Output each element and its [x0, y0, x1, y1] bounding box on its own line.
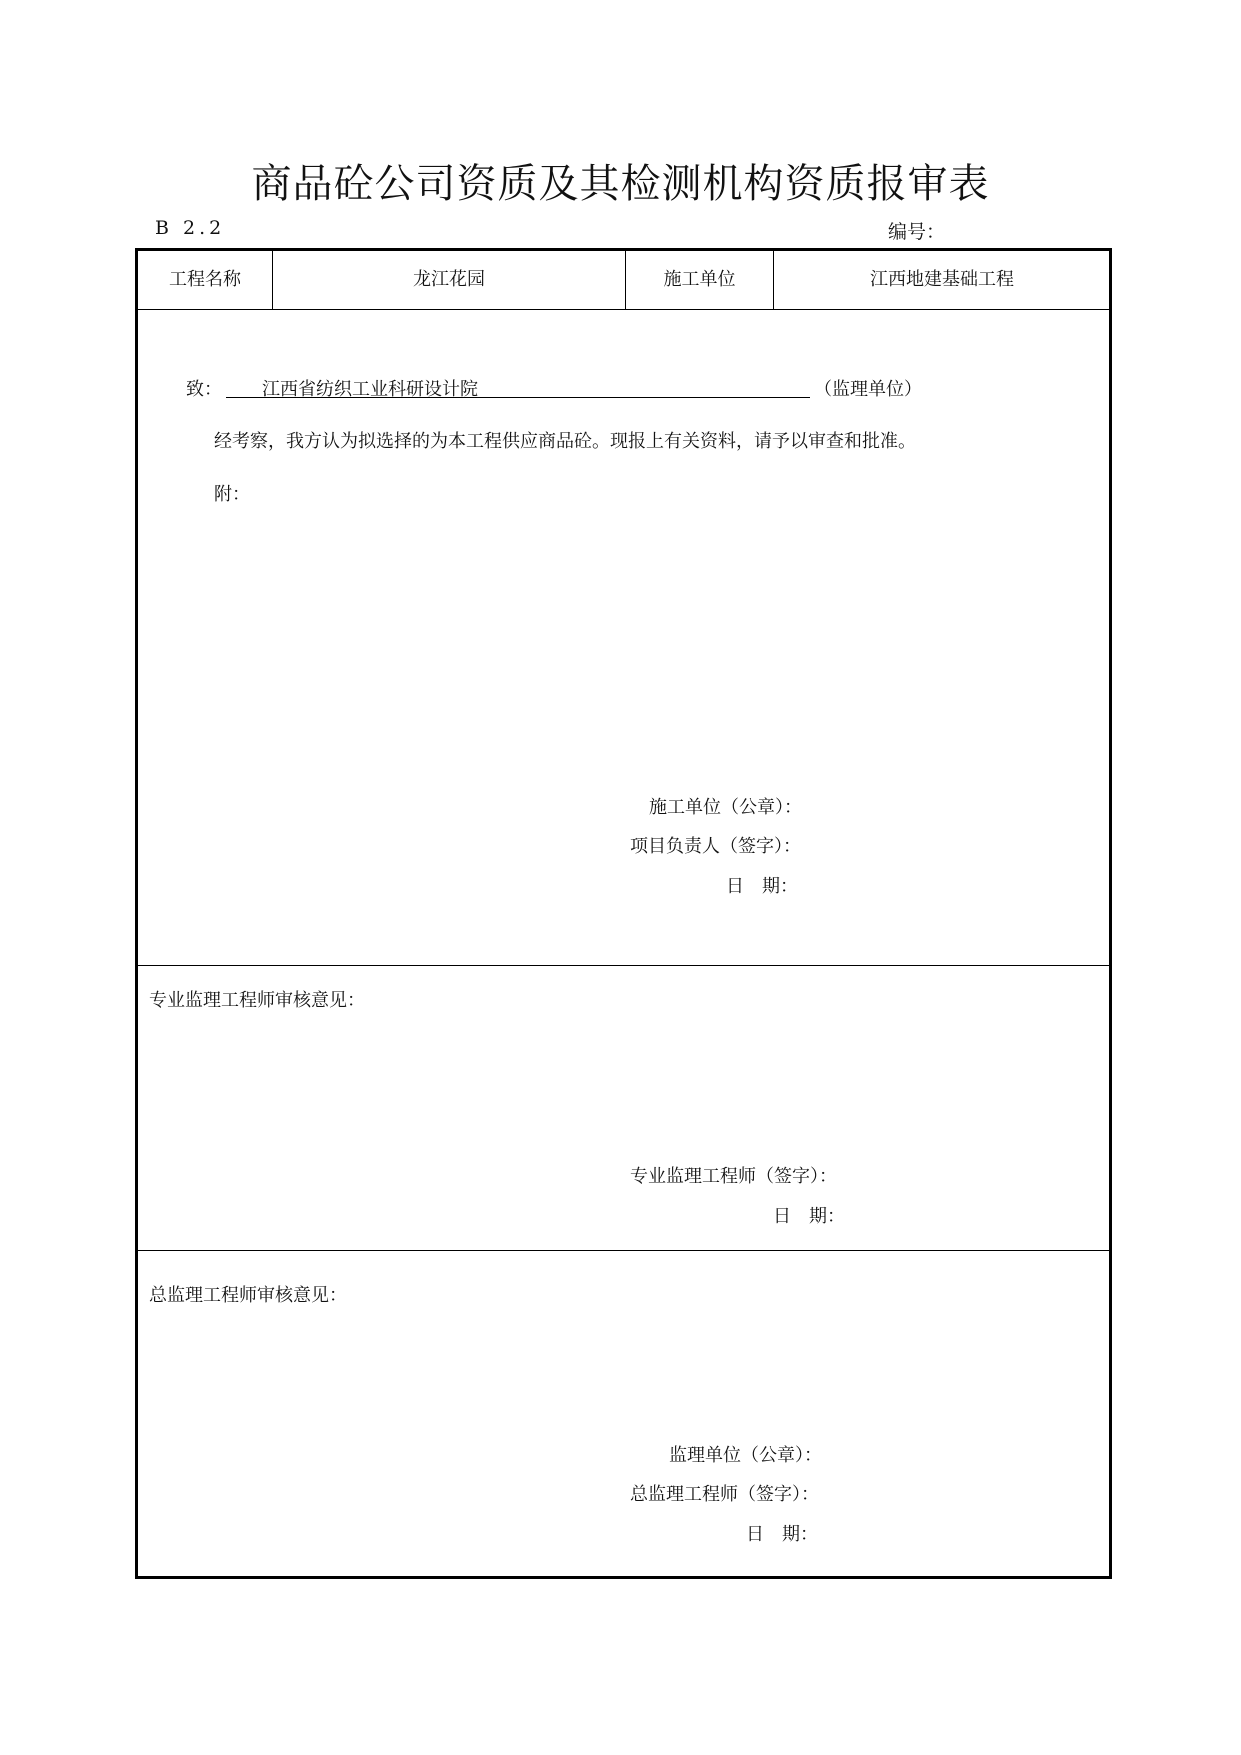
supervision-unit-name: 江西省纺织工业科研设计院 — [262, 379, 478, 400]
attachment-label: 附： — [214, 484, 250, 505]
project-manager-signature-label: 项目负责人（签字）： — [630, 836, 801, 857]
contractor-seal-label: 施工单位（公章）： — [649, 797, 802, 818]
to-label: 致： — [186, 379, 222, 400]
form-code: B 2.2 — [155, 217, 226, 239]
project-name-label: 工程名称 — [169, 269, 241, 290]
date-label: 日 期： — [773, 1206, 845, 1227]
to-underline — [226, 397, 810, 398]
date-label: 日 期： — [746, 1524, 818, 1545]
divider — [138, 1250, 1109, 1251]
divider — [138, 965, 1109, 966]
form-title: 商品砼公司资质及其检测机构资质报审表 — [251, 161, 990, 207]
date-label: 日 期： — [726, 876, 798, 897]
to-suffix: （监理单位） — [814, 379, 922, 400]
divider — [138, 309, 1109, 310]
serial-number-label: 编号： — [888, 221, 946, 243]
contractor-value: 江西地建基础工程 — [870, 269, 1014, 290]
request-body: 经考察，我方认为拟选择的为本工程供应商品砼。现报上有关资料，请予以审查和批准。 — [214, 431, 916, 452]
supervision-seal-label: 监理单位（公章）： — [669, 1445, 822, 1466]
engineer-signature-label: 专业监理工程师（签字）： — [630, 1166, 837, 1187]
engineer-review-heading: 专业监理工程师审核意见： — [149, 990, 365, 1011]
chief-signature-label: 总监理工程师（签字）： — [630, 1484, 819, 1505]
project-name-value: 龙江花园 — [413, 269, 485, 290]
contractor-label: 施工单位 — [663, 269, 736, 290]
form-table — [135, 248, 1112, 1579]
chief-review-heading: 总监理工程师审核意见： — [149, 1285, 347, 1306]
